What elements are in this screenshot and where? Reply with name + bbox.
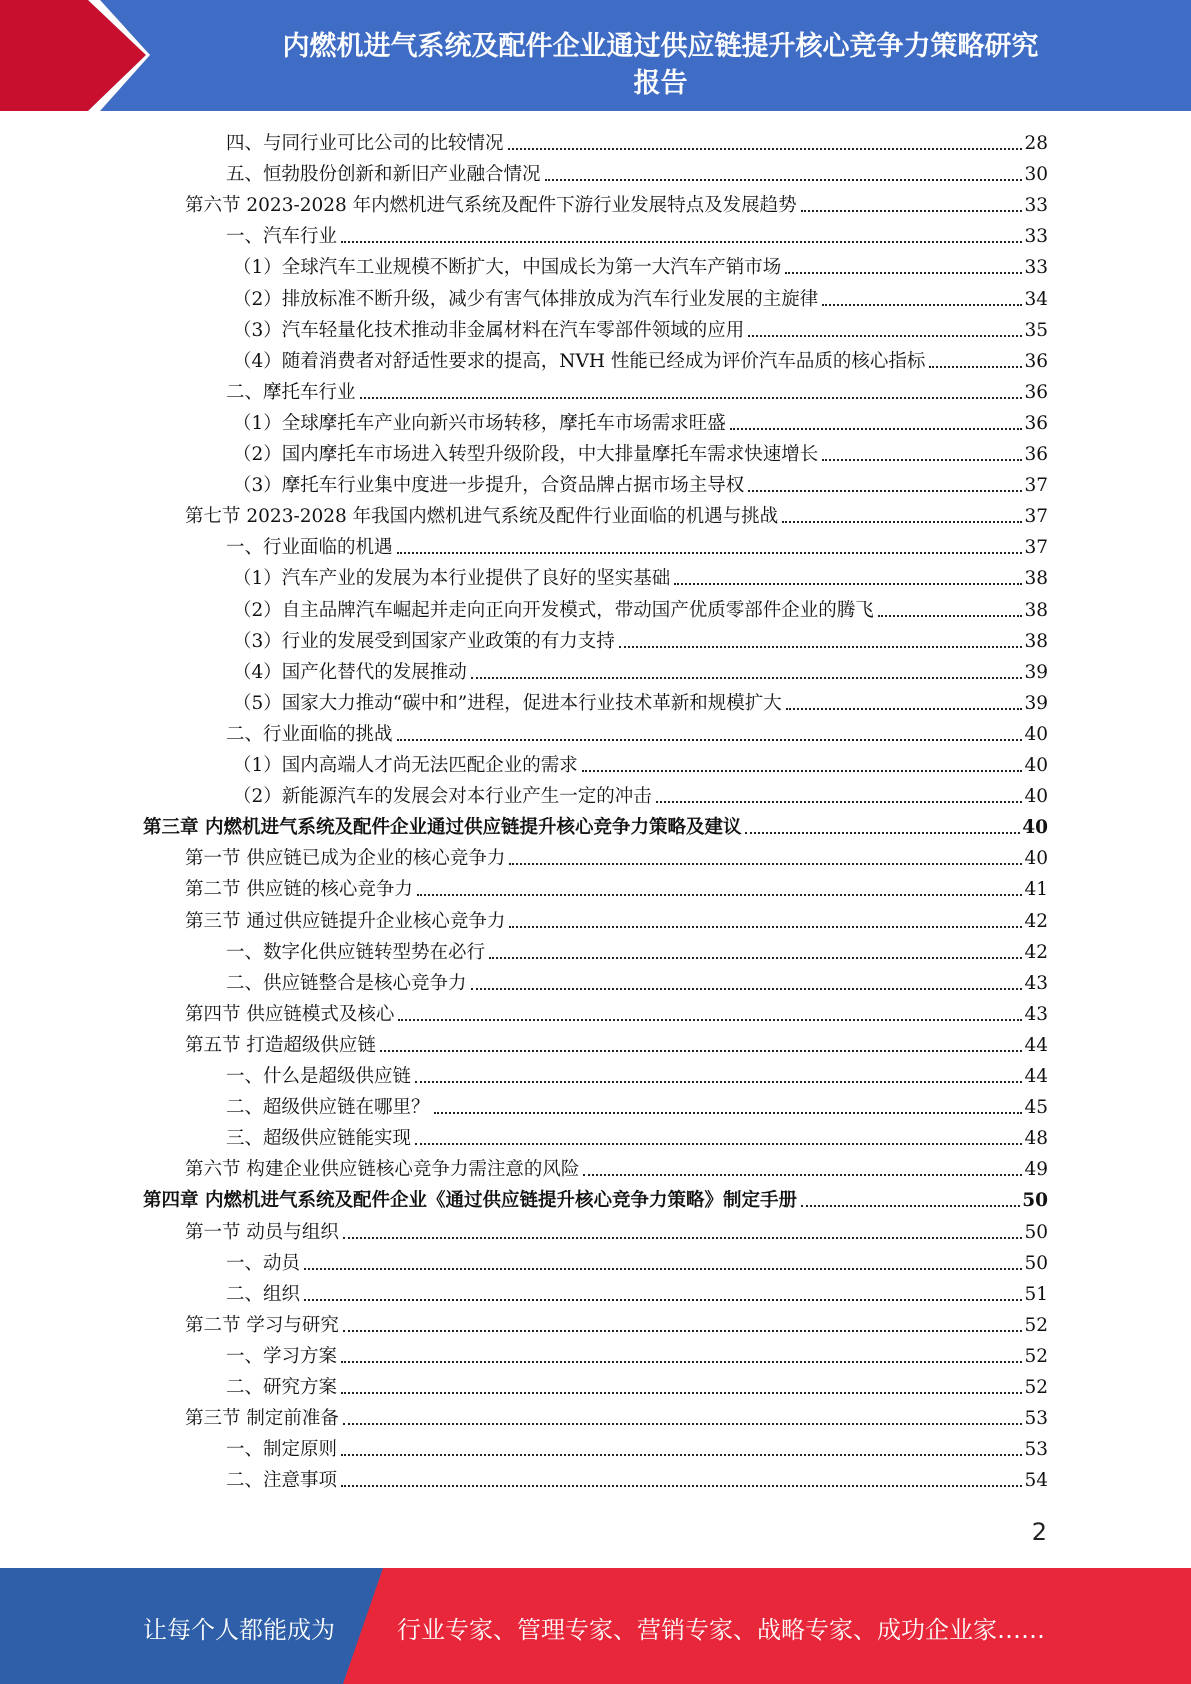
toc-entry-page: 39 bbox=[1024, 661, 1048, 683]
toc-entry-label: 二、超级供应链在哪里？ bbox=[226, 1097, 430, 1119]
toc-dot-leader bbox=[304, 1268, 1022, 1301]
toc-dot-leader bbox=[508, 117, 1023, 150]
toc-dot-leader bbox=[509, 895, 1022, 928]
toc-entry-label: 第二节 供应链的核心竞争力 bbox=[185, 879, 413, 901]
report-header bbox=[0, 0, 1191, 111]
toc-dot-leader bbox=[822, 273, 1022, 306]
toc-dot-leader bbox=[878, 584, 1023, 617]
toc-entry-label: （5）国家大力推动“碳中和”进程，促进本行业技术革新和规模扩大 bbox=[233, 692, 782, 714]
toc-entry-label: 第五节 打造超级供应链 bbox=[185, 1034, 376, 1056]
toc-dot-leader bbox=[730, 397, 1023, 430]
toc-entry-page: 50 bbox=[1022, 1190, 1048, 1212]
toc-entry-page: 38 bbox=[1024, 599, 1048, 621]
footer-banner bbox=[0, 1568, 1191, 1684]
toc-dot-leader bbox=[674, 552, 1022, 585]
toc-entry-label: 二、摩托车行业 bbox=[226, 381, 356, 403]
toc-dot-leader bbox=[398, 988, 1022, 1021]
toc-dot-leader bbox=[822, 428, 1022, 461]
toc-entry-page: 34 bbox=[1024, 288, 1048, 310]
toc-entry-label: 第一节 供应链已成为企业的核心竞争力 bbox=[185, 848, 506, 870]
red-arrow-banner bbox=[0, 0, 150, 111]
toc-entry-page: 50 bbox=[1024, 1252, 1048, 1274]
toc-entry-label: 三、超级供应链能实现 bbox=[226, 1128, 412, 1150]
toc-dot-leader bbox=[471, 646, 1023, 679]
toc-dot-leader bbox=[782, 490, 1022, 523]
toc-entry-page: 40 bbox=[1024, 723, 1048, 745]
toc-entry-label: 第四章 内燃机进气系统及配件企业《通过供应链提升核心竞争力策略》制定手册 bbox=[143, 1190, 797, 1212]
toc-dot-leader bbox=[619, 615, 1023, 648]
toc-entry-page: 36 bbox=[1024, 381, 1048, 403]
toc-entry-label: 第三节 通过供应链提升企业核心竞争力 bbox=[185, 910, 506, 932]
toc-dot-leader bbox=[304, 1237, 1022, 1270]
toc-entry-page: 45 bbox=[1024, 1097, 1048, 1119]
toc-entry-label: （2）自主品牌汽车崛起并走向正向开发模式，带动国产优质零部件企业的腾飞 bbox=[233, 599, 874, 621]
toc-entry-page: 50 bbox=[1024, 1221, 1048, 1243]
report-title bbox=[150, 28, 1171, 102]
toc-entry-page: 36 bbox=[1024, 444, 1048, 465]
toc-dot-leader bbox=[360, 366, 1023, 399]
toc-entry-page: 35 bbox=[1024, 319, 1048, 341]
toc-entry-page: 44 bbox=[1024, 1034, 1048, 1056]
toc-entry-label: 第六节 构建企业供应链核心竞争力需注意的风险 bbox=[185, 1159, 580, 1181]
toc-dot-leader bbox=[341, 1423, 1022, 1456]
toc-entry-label: 第三章 内燃机进气系统及配件企业通过供应链提升核心竞争力策略及建议 bbox=[143, 817, 742, 839]
toc-entry-label: 一、行业面临的机遇 bbox=[226, 537, 393, 559]
toc-entry-label: 一、学习方案 bbox=[226, 1345, 338, 1367]
toc-entry-label: 一、什么是超级供应链 bbox=[226, 1066, 412, 1087]
toc-entry-label: （2）国内摩托车市场进入转型升级阶段，中大排量摩托车需求快速增长 bbox=[233, 444, 819, 465]
toc-entry-page: 44 bbox=[1024, 1066, 1048, 1087]
toc-entry-page: 38 bbox=[1024, 630, 1048, 652]
toc-dot-leader bbox=[929, 335, 1022, 368]
toc-dot-leader bbox=[509, 832, 1022, 865]
toc-entry-label: 五、恒勃股份创新和新旧产业融合情况 bbox=[226, 164, 541, 186]
toc-dot-leader bbox=[748, 304, 1022, 337]
toc-entry-page: 53 bbox=[1024, 1408, 1048, 1430]
toc-entry-page: 33 bbox=[1024, 195, 1048, 217]
toc-dot-leader bbox=[343, 1299, 1023, 1332]
toc-dot-leader bbox=[341, 1330, 1022, 1363]
toc-entry-label: 第三节 制定前准备 bbox=[185, 1408, 339, 1430]
toc-dot-leader bbox=[397, 521, 1023, 554]
toc-entry-label: （4）随着消费者对舒适性要求的提高，NVH 性能已经成为评价汽车品质的核心指标 bbox=[233, 350, 926, 372]
toc-entry-label: 二、组织 bbox=[226, 1283, 301, 1305]
toc-entry-page: 36 bbox=[1024, 350, 1048, 372]
toc-entry-page: 51 bbox=[1024, 1283, 1048, 1305]
toc-entry-page: 49 bbox=[1024, 1159, 1048, 1181]
toc-entry-page: 52 bbox=[1024, 1314, 1048, 1336]
toc-entry-label: 一、汽车行业 bbox=[226, 226, 338, 248]
toc-entry-label: 四、与同行业可比公司的比较情况 bbox=[226, 133, 504, 154]
toc-entry-page: 33 bbox=[1024, 226, 1048, 248]
toc-entry-page: 42 bbox=[1024, 910, 1048, 932]
toc-entry-label: 一、数字化供应链转型势在必行 bbox=[226, 941, 486, 963]
toc-entry-label: 二、注意事项 bbox=[226, 1470, 338, 1492]
footer-slogan-left: 让每个人都能成为 bbox=[143, 1616, 335, 1644]
toc-entry-label: （4）国产化替代的发展推动 bbox=[233, 661, 467, 683]
toc-entry-page: 42 bbox=[1024, 941, 1048, 963]
report-title-line1: 内燃机进气系统及配件企业通过供应链提升核心竞争力策略研究 bbox=[282, 31, 1039, 62]
toc-entry-page: 40 bbox=[1024, 848, 1048, 870]
toc-entry-label: 第四节 供应链模式及核心 bbox=[185, 1003, 395, 1025]
toc-dot-leader bbox=[341, 210, 1022, 243]
toc-entry-label: 二、供应链整合是核心竞争力 bbox=[226, 972, 467, 994]
toc-entry-label: 一、动员 bbox=[226, 1252, 301, 1274]
toc-dot-leader bbox=[471, 957, 1023, 990]
toc-entry-label: （2）新能源汽车的发展会对本行业产生一定的冲击 bbox=[233, 786, 652, 808]
toc-entry-label: 一、制定原则 bbox=[226, 1439, 338, 1461]
toc-entry-page: 40 bbox=[1022, 817, 1048, 839]
toc-entry-page: 40 bbox=[1024, 755, 1048, 776]
toc-entry-label: （3）行业的发展受到国家产业政策的有力支持 bbox=[233, 630, 615, 652]
toc-dot-leader bbox=[583, 1143, 1022, 1176]
toc-dot-leader bbox=[786, 677, 1023, 710]
toc-dot-leader bbox=[415, 1112, 1022, 1145]
toc-entry-label: 第六节 2023-2028 年内燃机进气系统及配件下游行业发展特点及发展趋势 bbox=[185, 195, 797, 217]
toc-entry-page: 38 bbox=[1024, 568, 1048, 590]
toc-dot-leader bbox=[801, 1174, 1020, 1207]
toc-entry-label: 第一节 动员与组织 bbox=[185, 1221, 339, 1243]
toc-dot-leader bbox=[748, 459, 1022, 492]
toc-entry-page: 52 bbox=[1024, 1377, 1048, 1398]
toc-entry-label: （1）国内高端人才尚无法匹配企业的需求 bbox=[233, 755, 578, 776]
toc-entry[interactable] bbox=[226, 1465, 1048, 1496]
toc-dot-leader bbox=[415, 1050, 1022, 1083]
toc-entry-page: 43 bbox=[1024, 972, 1048, 994]
toc-entry-label: 二、行业面临的挑战 bbox=[226, 723, 393, 745]
toc-dot-leader bbox=[417, 863, 1023, 896]
toc-dot-leader bbox=[341, 1361, 1022, 1394]
toc-dot-leader bbox=[545, 148, 1023, 181]
page-number: 2 bbox=[1031, 1518, 1047, 1546]
toc-entry-page: 37 bbox=[1024, 537, 1048, 559]
toc-entry-label: （1）全球摩托车产业向新兴市场转移，摩托车市场需求旺盛 bbox=[233, 412, 726, 434]
toc-entry-page: 37 bbox=[1024, 475, 1048, 497]
toc-entry-page: 40 bbox=[1024, 786, 1048, 808]
toc-entry-page: 36 bbox=[1024, 412, 1048, 434]
footer-slogan-right: 行业专家、管理专家、营销专家、战略专家、成功企业家…… bbox=[397, 1616, 1045, 1644]
toc-entry-label: （1）汽车产业的发展为本行业提供了良好的坚实基础 bbox=[233, 568, 671, 590]
toc-entry-label: （1）全球汽车工业规模不断扩大，中国成长为第一大汽车产销市场 bbox=[233, 257, 782, 279]
toc-dot-leader bbox=[582, 739, 1023, 772]
toc-dot-leader bbox=[434, 1081, 1023, 1114]
toc-entry-label: （3）汽车轻量化技术推动非金属材料在汽车零部件领域的应用 bbox=[233, 319, 745, 341]
toc-entry-label: 第七节 2023-2028 年我国内燃机进气系统及配件行业面临的机遇与挑战 bbox=[185, 506, 779, 528]
toc-entry-page: 41 bbox=[1024, 879, 1048, 901]
toc-dot-leader bbox=[801, 179, 1023, 212]
toc-dot-leader bbox=[380, 1019, 1023, 1052]
toc-entry-label: （2）排放标准不断升级，减少有害气体排放成为汽车行业发展的主旋律 bbox=[233, 288, 819, 310]
toc-dot-leader bbox=[397, 708, 1023, 741]
toc-entry-label: 二、研究方案 bbox=[226, 1377, 338, 1398]
toc-entry-page: 54 bbox=[1024, 1470, 1048, 1492]
toc-dot-leader bbox=[785, 241, 1022, 274]
toc-entry-page: 37 bbox=[1024, 506, 1048, 528]
toc-dot-leader bbox=[489, 926, 1022, 959]
toc-entry[interactable] bbox=[233, 315, 1048, 346]
toc-entry-label: （3）摩托车行业集中度进一步提升，合资品牌占据市场主导权 bbox=[233, 475, 745, 497]
toc-entry-page: 30 bbox=[1024, 164, 1048, 186]
toc-dot-leader bbox=[341, 1454, 1022, 1487]
toc-entry-page: 33 bbox=[1024, 257, 1048, 279]
toc-entry-page: 43 bbox=[1024, 1003, 1048, 1025]
toc-dot-leader bbox=[745, 801, 1020, 834]
toc-dot-leader bbox=[656, 770, 1023, 803]
toc-entry-page: 28 bbox=[1024, 133, 1048, 154]
toc-entry-page: 39 bbox=[1024, 692, 1048, 714]
toc-dot-leader bbox=[343, 1206, 1023, 1239]
toc-entry-page: 48 bbox=[1024, 1128, 1048, 1150]
toc-entry-page: 52 bbox=[1024, 1345, 1048, 1367]
toc-dot-leader bbox=[343, 1392, 1023, 1425]
toc-entry-label: 第二节 学习与研究 bbox=[185, 1314, 339, 1336]
report-title-line2: 报告 bbox=[633, 68, 688, 99]
toc-entry-page: 53 bbox=[1024, 1439, 1048, 1461]
